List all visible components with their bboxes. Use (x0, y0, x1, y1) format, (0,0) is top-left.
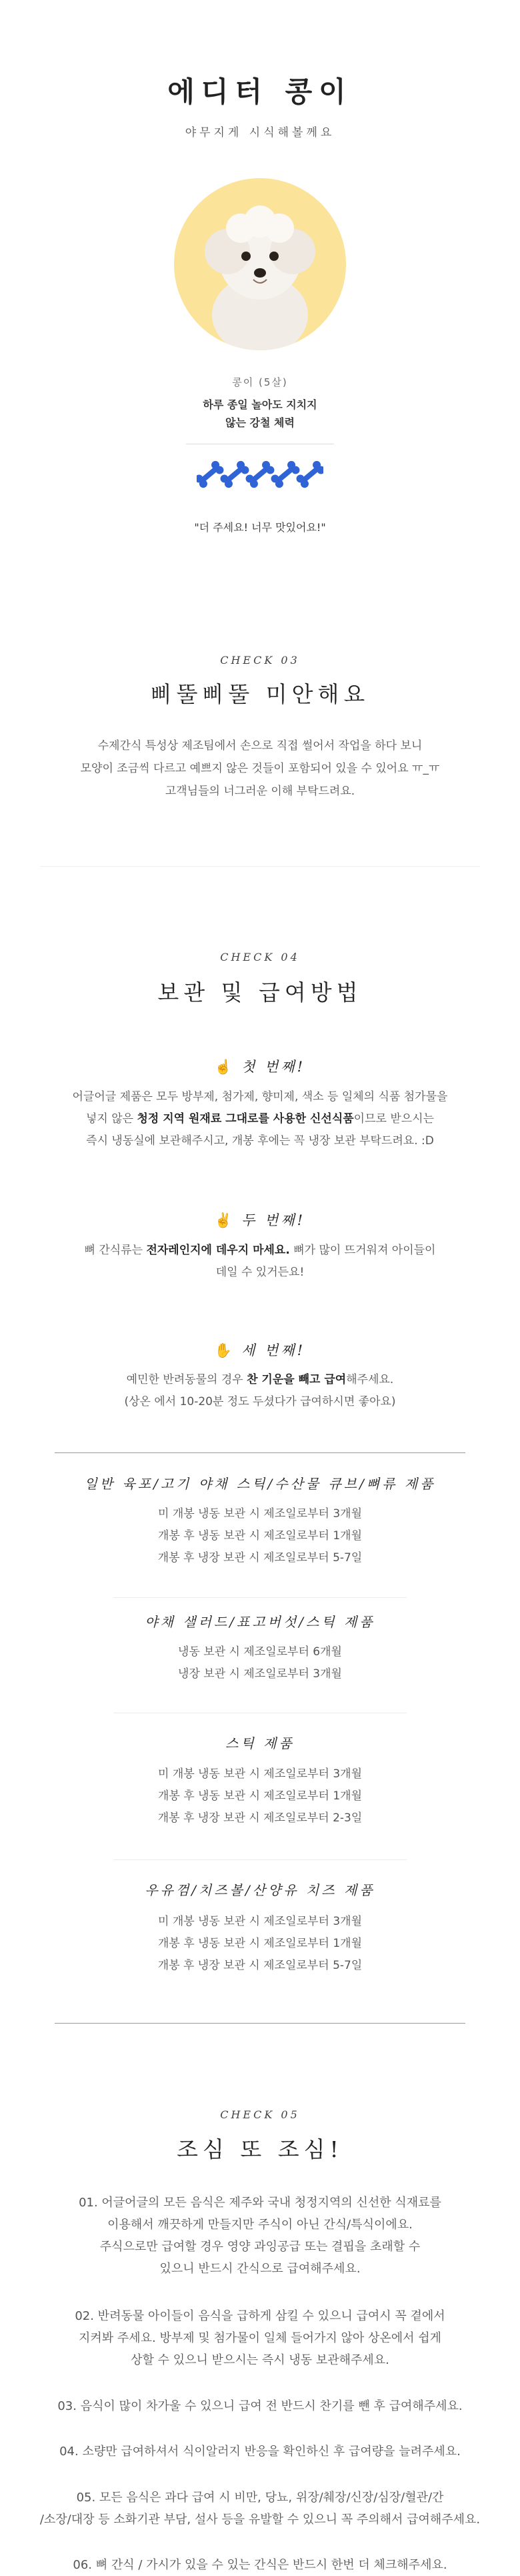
storage-title-3: 스틱 제품 (225, 1735, 295, 1751)
caution-2-line3: 상할 수 있으니 받으시는 즉시 냉동 보관해주세요. (131, 2353, 389, 2367)
page-title: 에디터 콩이 (167, 75, 353, 108)
caution-4: 04. 소량만 급여하셔서 식이알러지 반응을 확인하신 후 급여량을 늘려주세요. (59, 2445, 461, 2459)
check3-line3: 고객님들의 너그러운 이해 부탁드려요. (165, 785, 355, 798)
second-heading-text: 두 번째! (241, 1212, 306, 1228)
caution-1-line3: 주식으로만 급여할 경우 영양 과잉공급 또는 결핍을 초래할 수 (99, 2240, 421, 2254)
second-line1-pre: 뼈 간식류는 (84, 1244, 147, 1257)
caution-1-line1: 01. 어글어글의 모든 음식은 제주와 국내 청정지역의 신선한 식재료를 (79, 2196, 441, 2210)
storage-4-line1: 미 개봉 냉동 보관 시 제조일로부터 3개월 (158, 1915, 362, 1928)
bone-icon (269, 459, 301, 489)
dog-name: 콩이 (5살) (232, 376, 288, 388)
check4-label: CHECK 04 (220, 951, 300, 963)
second-line2: 데일 수 있거든요! (215, 1266, 305, 1279)
bone-icon (219, 459, 251, 489)
first-heading-text: 첫 번째! (241, 1059, 306, 1075)
caution-2-line1: 02. 반려동물 아이들이 음식을 급하게 삼킬 수 있으니 급여시 꼭 곁에서 (75, 2309, 445, 2323)
caution-1-line2: 이용해서 깨끗하게 만들지만 주식이 아닌 간식/특식이에요. (107, 2218, 413, 2232)
first-line2 (0, 1108, 520, 1130)
storage-2-line1: 냉동 보관 시 제조일로부터 6개월 (178, 1645, 342, 1659)
bone-icon (295, 459, 323, 489)
caution-6: 06. 뼈 간식 / 가시가 있을 수 있는 간식은 반드시 한번 더 체크해주세요. (73, 2558, 447, 2572)
first-line2-pre: 넣지 않은 (85, 1112, 137, 1126)
dog-desc-line1: 하루 종일 놀아도 지치지 (203, 398, 317, 411)
storage-divider (113, 1859, 407, 1860)
caution-5-line1: 05. 모든 음식은 과다 급여 시 비만, 당뇨, 위장/췌장/신장/심장/혈관/간 (76, 2491, 444, 2505)
second-line1 (0, 1240, 520, 1261)
check5-label: CHECK 05 (220, 2108, 300, 2121)
check4-title: 보관 및 급여방법 (157, 979, 363, 1005)
first-line2-bold: 청정 지역 원재료 그대로를 사용한 신선식품 (137, 1112, 354, 1126)
third-heading-text: 세 번째! (241, 1342, 306, 1358)
storage-title-2: 야채 샐러드/표고버섯/스틱 제품 (145, 1614, 375, 1630)
storage-4-line3: 개봉 후 냉장 보관 시 제조일로부터 5-7일 (157, 1959, 363, 1972)
third-line1-bold: 찬 기운을 빼고 급여 (247, 1373, 347, 1386)
storage-title-1: 일반 육포/고기 야채 스틱/수산물 큐브/뼈류 제품 (84, 1476, 436, 1492)
storage-2-line2: 냉장 보관 시 제조일로부터 3개월 (178, 1667, 342, 1681)
storage-top-line (55, 1452, 465, 1453)
check5-title: 조심 또 조심! (177, 2136, 343, 2162)
storage-4-line2: 개봉 후 냉동 보관 시 제조일로부터 1개월 (158, 1937, 362, 1950)
third-heading (0, 1340, 520, 1360)
first-line2-post: 이므로 받으시는 (353, 1112, 435, 1126)
third-line1-post: 해주세요. (346, 1373, 394, 1386)
storage-title-4: 우유껌/치즈볼/산양유 치즈 제품 (145, 1882, 375, 1898)
bone-icon (244, 459, 276, 489)
third-line1 (0, 1369, 520, 1390)
check3-line1: 수제간식 특성상 제조팀에서 손으로 직접 썰어서 작업을 하다 보니 (97, 739, 423, 753)
bone-rating (197, 456, 323, 493)
caution-1-line4: 있으니 반드시 간식으로 급여해주세요. (159, 2262, 361, 2276)
dog-desc-line2: 않는 강철 체력 (225, 416, 295, 429)
check3-line2: 모양이 조금씩 다르고 예쁘지 않은 것들이 포함되어 있을 수 있어요 ㅠ_ㅠ (80, 762, 440, 775)
first-line3: 즉시 냉동실에 보관해주시고, 개봉 후에는 꼭 냉장 보관 부탁드려요. :D (86, 1134, 434, 1148)
storage-bottom-line (55, 2023, 465, 2024)
second-line1-post: 뼈가 많이 뜨거워져 아이들이 (289, 1244, 436, 1257)
storage-1-line2: 개봉 후 냉동 보관 시 제조일로부터 1개월 (158, 1529, 362, 1543)
bone-icon (197, 459, 225, 489)
check3-title: 삐뚤삐뚤 미안해요 (150, 681, 370, 707)
caution-5-line2: /소장/대장 등 소화기관 부담, 설사 등을 유발할 수 있으니 꼭 주의해서 급여해주세요. (39, 2513, 481, 2527)
storage-1-line1: 미 개봉 냉동 보관 시 제조일로부터 3개월 (158, 1507, 362, 1521)
dog-photo (174, 178, 346, 350)
page-subtitle: 야무지게 시식해볼께요 (185, 126, 335, 139)
hand-two-icon: ✌ (214, 1212, 235, 1228)
third-line2: (상온 에서 10-20분 정도 두셨다가 급여하시면 좋아요) (124, 1395, 396, 1408)
caution-2-line2: 지켜봐 주세요. 방부제 및 첨가물이 일체 들어가지 않아 상온에서 쉽게 (78, 2331, 442, 2345)
third-line1-pre: 예민한 반려동물의 경우 (126, 1373, 247, 1386)
second-heading (0, 1210, 520, 1230)
first-heading (0, 1056, 520, 1076)
hand-one-icon: ☝ (214, 1059, 235, 1075)
section-divider (40, 866, 480, 867)
storage-1-line3: 개봉 후 냉장 보관 시 제조일로부터 5-7일 (157, 1551, 363, 1565)
first-line1: 어글어글 제품은 모두 방부제, 첨가제, 향미제, 색소 등 일체의 식품 첨가물을 (72, 1090, 448, 1104)
second-line1-bold: 전자레인지에 데우지 마세요. (146, 1244, 290, 1257)
storage-3-line1: 미 개봉 냉동 보관 시 제조일로부터 3개월 (158, 1767, 362, 1781)
hand-three-icon: ✋ (214, 1342, 235, 1358)
dog-quote: "더 주세요! 너무 맛있어요!" (194, 521, 326, 534)
storage-3-line3: 개봉 후 냉장 보관 시 제조일로부터 2-3일 (157, 1811, 363, 1825)
caution-3: 03. 음식이 많이 차가울 수 있으니 급여 전 반드시 찬기를 뺀 후 급여해주세요. (57, 2399, 463, 2413)
storage-3-line2: 개봉 후 냉동 보관 시 제조일로부터 1개월 (158, 1789, 362, 1803)
storage-divider (113, 1597, 407, 1598)
check3-label: CHECK 03 (220, 654, 300, 667)
